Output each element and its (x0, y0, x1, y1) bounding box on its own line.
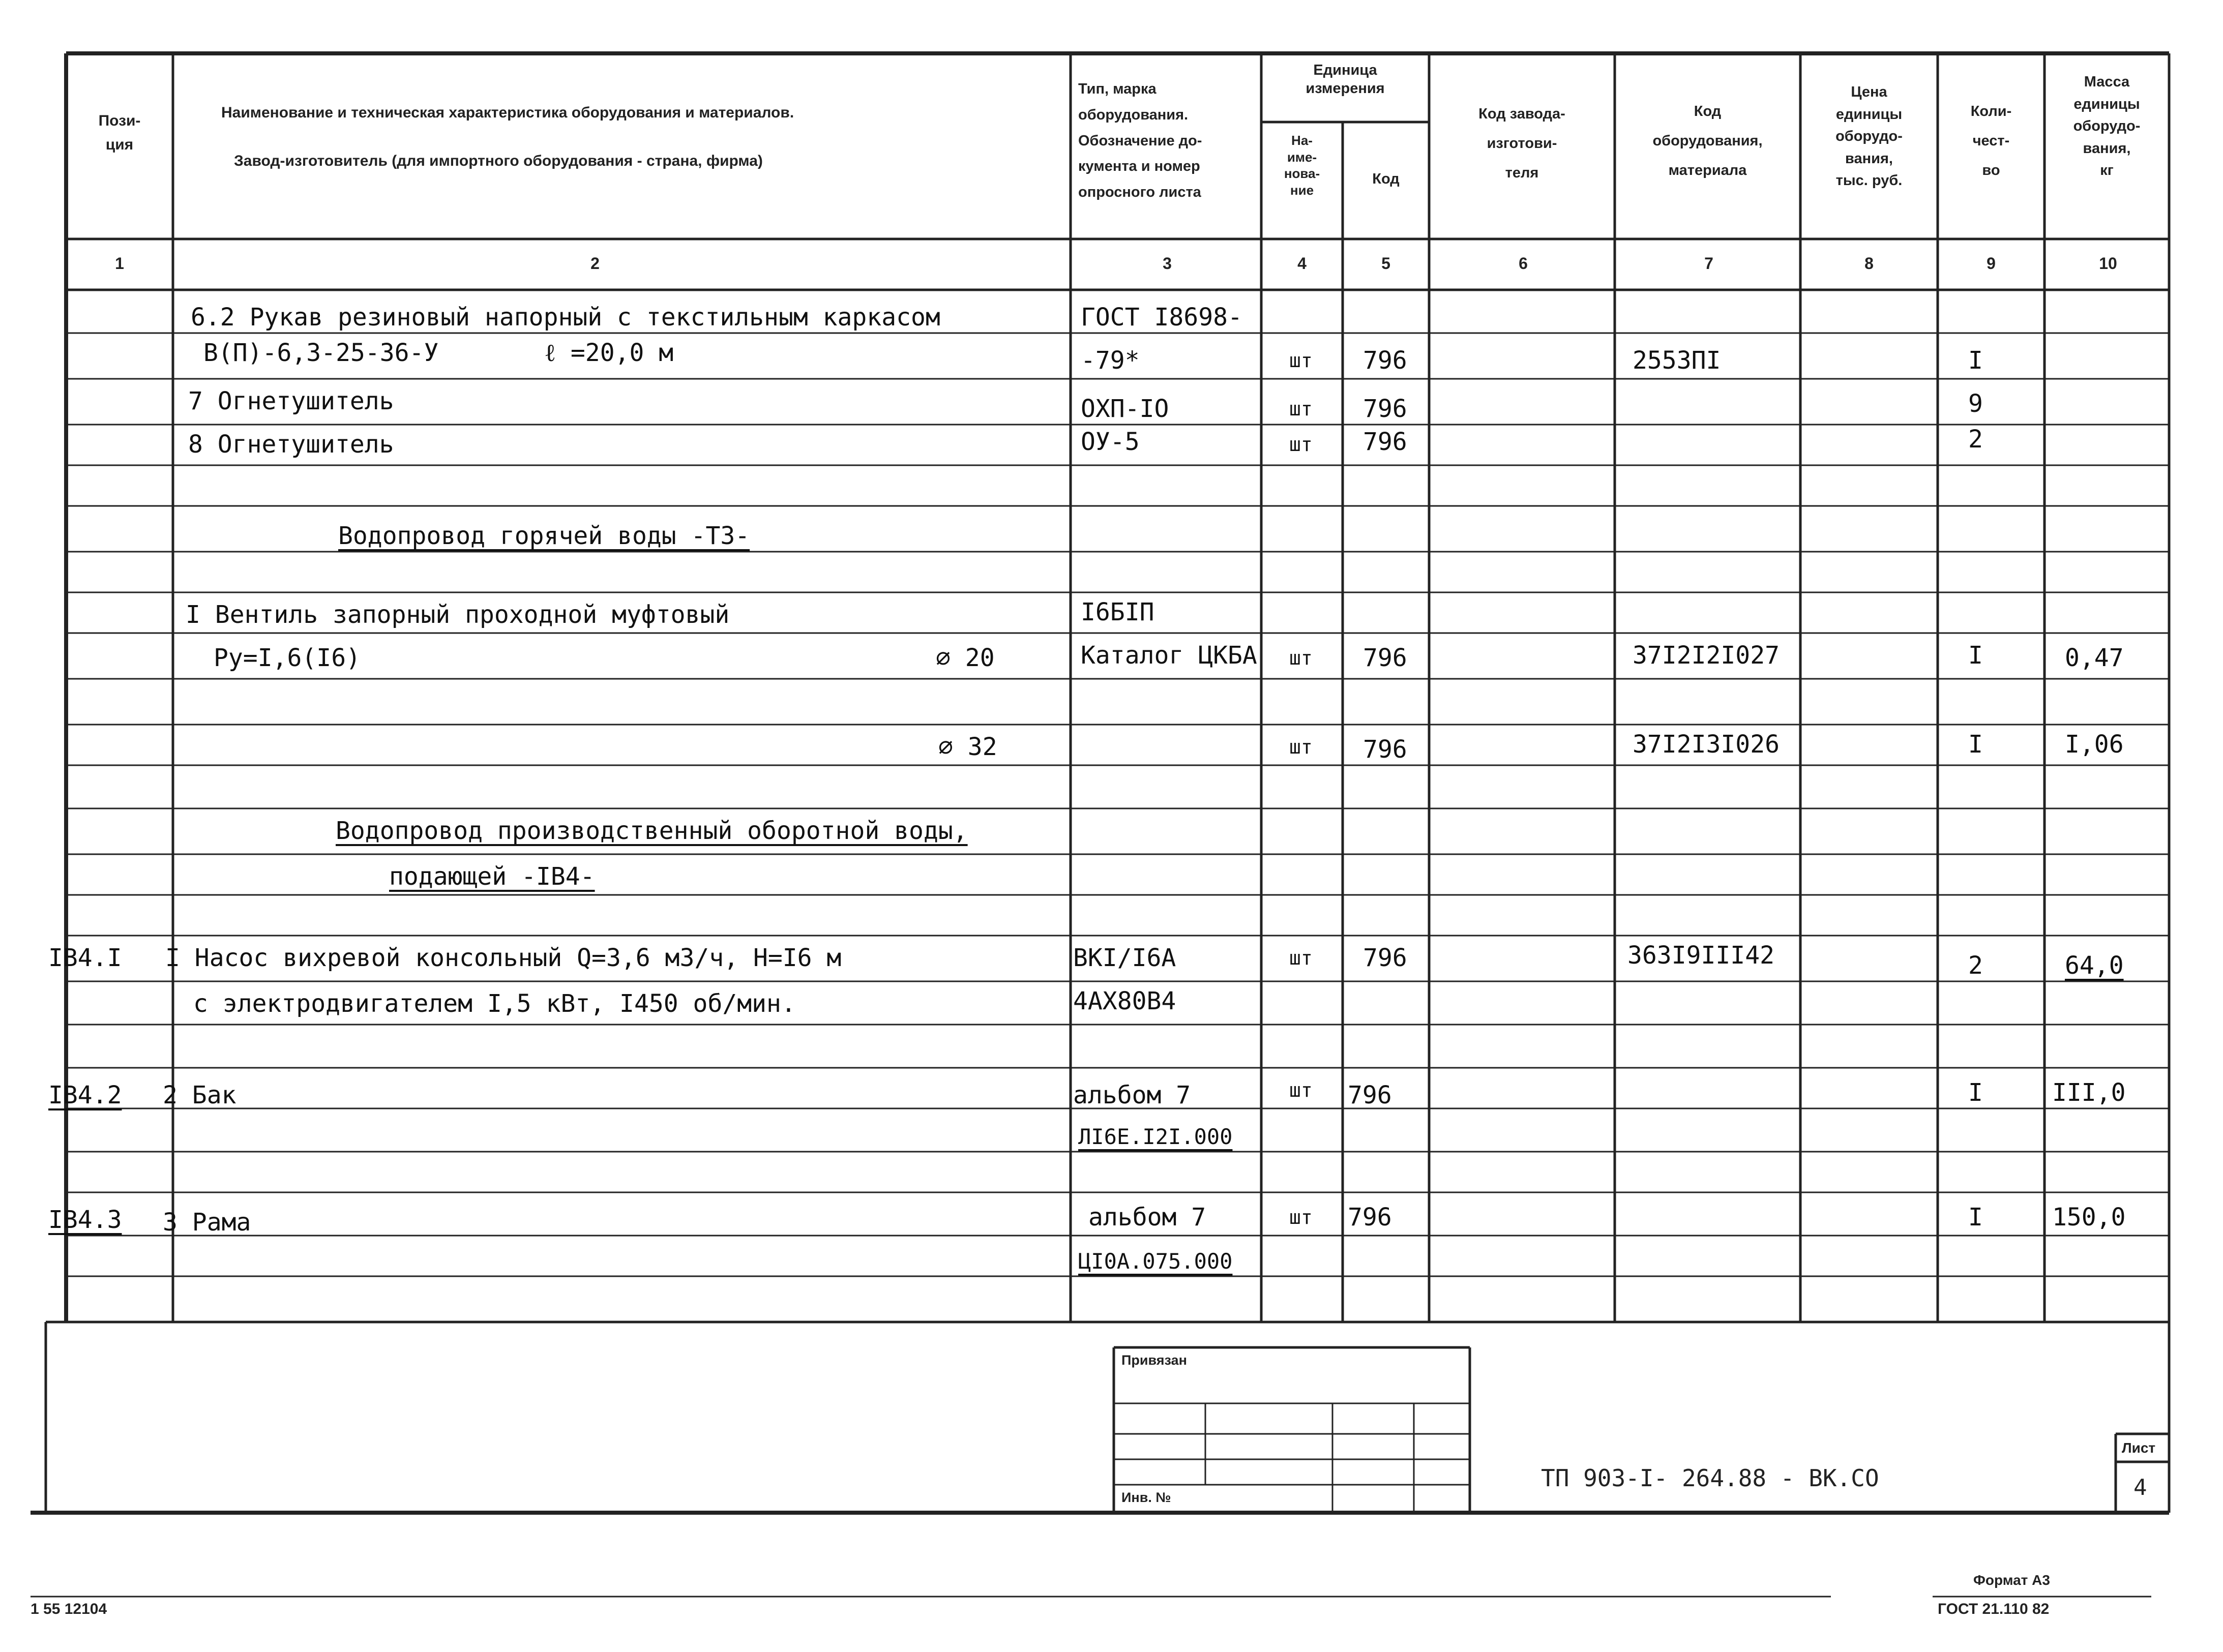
row-name: I Насос вихревой консольный Q=3,6 м3/ч, Н=I6 м (165, 944, 842, 972)
format-label: Формат А3 (1973, 1572, 2050, 1588)
row-qty: I (1968, 641, 1983, 670)
row-mass: III,0 (2052, 1078, 2126, 1107)
col-number: 1 (115, 254, 124, 273)
row-type: 4АХ80В4 (1073, 987, 1176, 1015)
col-number: 8 (1864, 254, 1874, 273)
col-number: 9 (1987, 254, 1996, 273)
row-name: Ру=I,6(I6) (214, 644, 361, 672)
row-equip-code: 37I2I3I026 (1633, 730, 1780, 759)
row-name: 8 Огнетушитель (188, 430, 394, 459)
row-qty: I (1968, 1203, 1983, 1232)
row-qty: 2 (1968, 951, 1983, 980)
bound-label: Привязан (1121, 1353, 1187, 1368)
row-name: В(П)-6,3-25-36-У (203, 339, 439, 367)
document-code: ТП 903-I- 264.88 - ВК.СО (1541, 1464, 1879, 1492)
section-title: Водопровод производственный оборотной воды, (336, 817, 968, 845)
row-type: ЛI6Е.I2I.000 (1078, 1124, 1233, 1149)
section-title: подающей -IB4- (389, 862, 595, 891)
header-equip-code: Код оборудования, материала (1652, 103, 1763, 178)
inventory-label: Инв. № (1121, 1490, 1171, 1505)
section-title: Водопровод горячей воды -Т3- (338, 522, 750, 550)
row-mass: I,06 (2065, 730, 2124, 759)
row-type: ГОСТ I8698- (1081, 303, 1242, 332)
col-number: 6 (1519, 254, 1528, 273)
row-code: 796 (1363, 735, 1407, 764)
row-name: 2 Бак (163, 1081, 236, 1109)
row-diameter: ⌀ 20 (936, 644, 995, 672)
col-number: 3 (1163, 254, 1172, 273)
header-price: Цена единицы оборудо- вания, тыс. руб. (1835, 84, 1903, 189)
row-equip-code: 363I9III42 (1627, 941, 1774, 970)
row-mass: 64,0 (2065, 951, 2124, 980)
row-unit: шт (1289, 398, 1313, 420)
row-type: ОХП-IO (1081, 395, 1169, 423)
row-qty: I (1968, 346, 1983, 375)
row-unit: шт (1289, 736, 1313, 758)
row-qty: 2 (1968, 425, 1983, 454)
row-code: 796 (1363, 644, 1407, 672)
header-plant-code: Код завода- изготови- теля (1478, 106, 1565, 181)
header-position: Пози- ция (98, 112, 141, 153)
row-qty: I (1968, 1078, 1983, 1107)
row-type: ОУ-5 (1081, 428, 1140, 456)
row-unit: шт (1289, 1206, 1313, 1228)
row-position: IB4.2 (48, 1081, 122, 1109)
row-type: альбом 7 (1073, 1081, 1191, 1109)
row-diameter: ⌀ 32 (938, 733, 997, 761)
row-code: 796 (1348, 1081, 1392, 1109)
row-qty: I (1968, 730, 1983, 759)
col-number: 2 (590, 254, 600, 273)
row-length: ℓ =20,0 м (544, 339, 674, 367)
row-code: 796 (1363, 346, 1407, 375)
row-name: I Вентиль запорный проходной муфтовый (186, 600, 730, 629)
header-type: Тип, марка оборудования. Обозначение до- кумента и номер опросного листа (1078, 81, 1202, 200)
row-code: 796 (1363, 944, 1407, 972)
row-type: I6БIП (1081, 598, 1154, 626)
row-position: IB4.I (48, 944, 122, 972)
row-name: с электродвигателем I,5 кВт, I450 об/мин. (193, 989, 796, 1018)
row-qty: 9 (1968, 389, 1983, 418)
header-name-line1: Наименование и техническая характеристика оборудования и материалов. (221, 104, 794, 121)
row-type: -79* (1081, 346, 1140, 375)
row-type: BKI/I6A (1073, 944, 1176, 972)
row-code: 796 (1363, 428, 1407, 456)
row-unit: шт (1289, 1079, 1313, 1101)
header-unit-name: На- име- нова- ние (1284, 133, 1320, 198)
gost-label: ГОСТ 21.110 82 (1938, 1601, 2050, 1617)
row-code: 796 (1363, 395, 1407, 423)
row-unit: шт (1289, 349, 1313, 372)
col-number: 5 (1381, 254, 1390, 273)
footer-code: 1 55 12104 (31, 1601, 107, 1617)
row-position: IB4.3 (48, 1206, 122, 1234)
row-type: Каталог ЦКБА (1081, 641, 1257, 670)
row-unit: шт (1289, 433, 1313, 456)
row-code: 796 (1348, 1203, 1392, 1232)
header-qty: Коли- чест- во (1970, 103, 2012, 178)
row-unit: шт (1289, 647, 1313, 669)
header-name-line2: Завод-изготовитель (для импортного оборудования - страна, фирма) (234, 153, 763, 169)
row-name: 3 Рама (163, 1208, 251, 1237)
row-unit: шт (1289, 947, 1313, 969)
sheet-label: Лист (2122, 1440, 2156, 1456)
header-unit: Единица измерения (1306, 62, 1385, 97)
header-unit-code: Код (1372, 171, 1400, 187)
row-equip-code: 2553ПI (1633, 346, 1721, 375)
row-name: 6.2 Рукав резиновый напорный с текстильным каркасом (191, 303, 940, 332)
col-number: 4 (1297, 254, 1307, 273)
sheet-number: 4 (2133, 1475, 2147, 1500)
row-name: 7 Огнетушитель (188, 387, 394, 415)
row-type: ЦI0А.075.000 (1078, 1249, 1233, 1274)
col-number: 7 (1704, 254, 1713, 273)
col-number: 10 (2099, 254, 2117, 273)
row-mass: 0,47 (2065, 644, 2124, 672)
row-type: альбом 7 (1088, 1203, 1206, 1232)
row-equip-code: 37I2I2I027 (1633, 641, 1780, 670)
header-mass: Масса единицы оборудо- вания, кг (2073, 74, 2141, 178)
row-mass: 150,0 (2052, 1203, 2126, 1232)
